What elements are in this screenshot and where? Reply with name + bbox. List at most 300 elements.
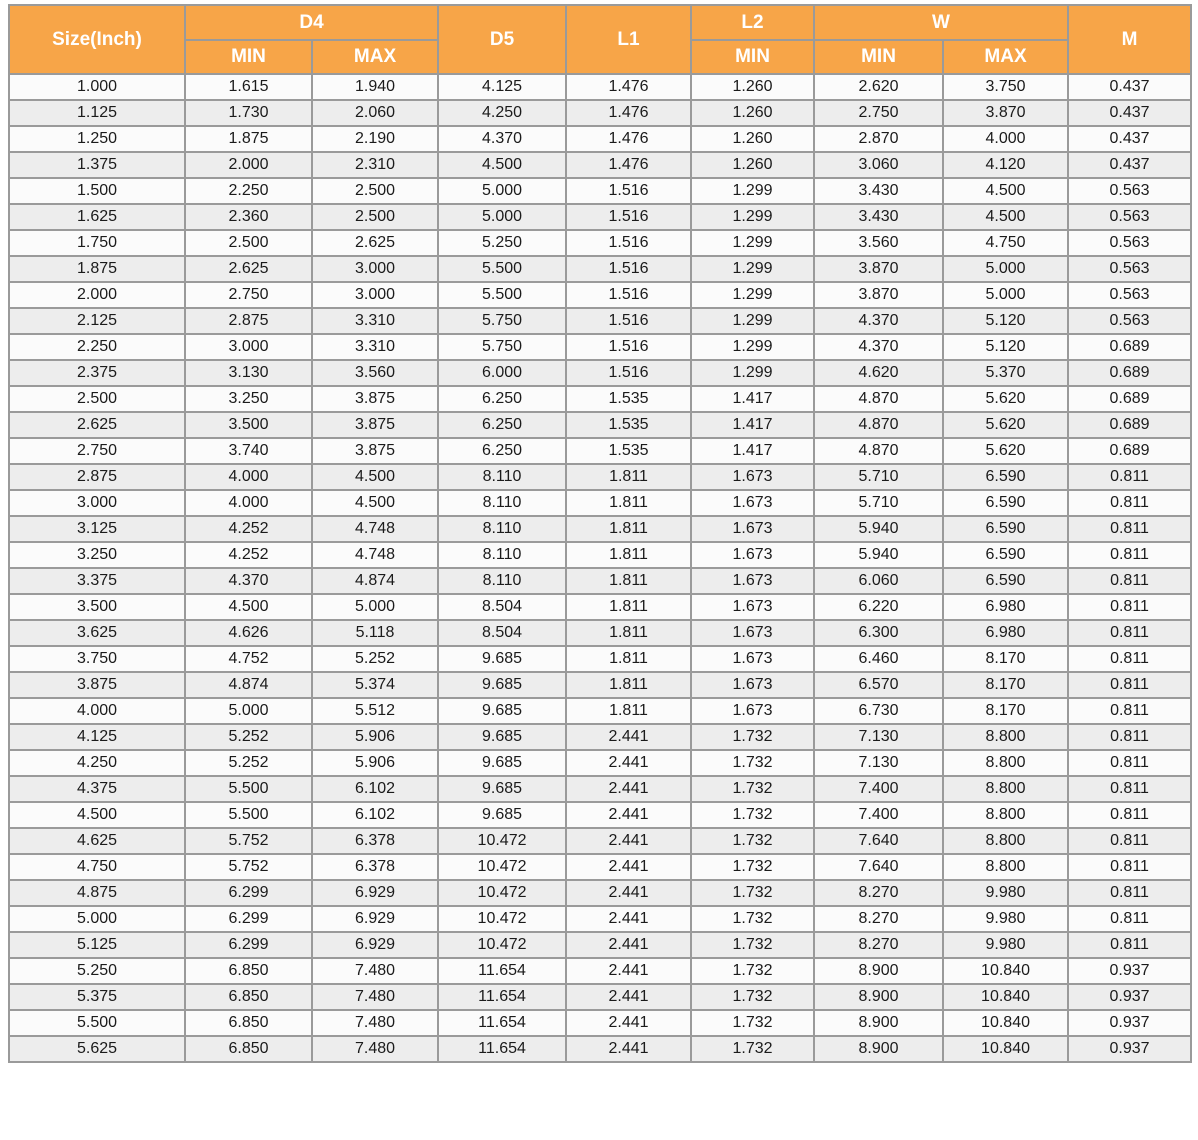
table-cell: 1.516 [566,282,691,308]
table-cell: 9.980 [943,932,1068,958]
table-row [9,984,1191,1010]
table-cell: 0.811 [1068,646,1191,672]
table-cell: 1.535 [566,412,691,438]
table-cell: 8.110 [438,490,566,516]
table-cell: 4.370 [814,308,943,334]
table-cell: 2.441 [566,750,691,776]
table-row [9,152,1191,178]
table-cell: 10.472 [438,854,566,880]
table-cell: 2.441 [566,1036,691,1062]
table-cell: 5.500 [9,1010,185,1036]
table-cell: 8.270 [814,906,943,932]
table-cell: 4.620 [814,360,943,386]
table-cell: 5.906 [312,724,438,750]
table-cell: 1.673 [691,698,814,724]
table-cell: 1.516 [566,204,691,230]
table-cell: 8.270 [814,932,943,958]
table-cell: 7.640 [814,828,943,854]
table-cell: 3.125 [9,516,185,542]
table-cell: 1.260 [691,126,814,152]
table-cell: 0.811 [1068,568,1191,594]
table-cell: 11.654 [438,1010,566,1036]
table-cell: 0.689 [1068,412,1191,438]
table-cell: 0.437 [1068,74,1191,100]
table-cell: 2.500 [312,204,438,230]
table-cell: 1.673 [691,646,814,672]
table-cell: 1.535 [566,438,691,464]
table-cell: 1.673 [691,490,814,516]
table-cell: 0.563 [1068,204,1191,230]
table-cell: 0.689 [1068,386,1191,412]
table-cell: 10.472 [438,906,566,932]
table-cell: 5.252 [185,724,312,750]
table-cell: 1.476 [566,100,691,126]
table-cell: 0.563 [1068,178,1191,204]
table-cell: 0.811 [1068,880,1191,906]
table-cell: 0.689 [1068,360,1191,386]
table-cell: 3.375 [9,568,185,594]
table-cell: 0.563 [1068,230,1191,256]
table-cell: 10.472 [438,880,566,906]
table-cell: 4.500 [312,490,438,516]
table-cell: 8.170 [943,646,1068,672]
table-cell: 9.980 [943,906,1068,932]
table-cell: 4.748 [312,542,438,568]
table-cell: 2.250 [9,334,185,360]
table-cell: 6.102 [312,776,438,802]
table-cell: 2.750 [9,438,185,464]
table-row [9,412,1191,438]
table-cell: 0.811 [1068,776,1191,802]
table-cell: 1.732 [691,1010,814,1036]
table-cell: 4.252 [185,516,312,542]
table-cell: 5.250 [438,230,566,256]
table-cell: 1.673 [691,464,814,490]
table-cell: 9.685 [438,750,566,776]
table-cell: 6.299 [185,906,312,932]
table-row [9,724,1191,750]
table-cell: 7.480 [312,1010,438,1036]
table-cell: 3.625 [9,620,185,646]
table-cell: 1.673 [691,594,814,620]
table-cell: 4.870 [814,438,943,464]
table-cell: 4.752 [185,646,312,672]
table-cell: 1.732 [691,880,814,906]
table-cell: 1.260 [691,100,814,126]
table-cell: 1.811 [566,516,691,542]
table-cell: 1.476 [566,152,691,178]
table-cell: 1.811 [566,620,691,646]
table-cell: 0.811 [1068,906,1191,932]
table-cell: 1.299 [691,230,814,256]
table-cell: 5.000 [438,178,566,204]
table-cell: 2.441 [566,958,691,984]
table-cell: 0.937 [1068,1036,1191,1062]
table-cell: 6.060 [814,568,943,594]
table-cell: 3.875 [312,386,438,412]
table-cell: 9.685 [438,698,566,724]
table-cell: 5.750 [438,308,566,334]
table-cell: 5.940 [814,516,943,542]
table-cell: 0.811 [1068,802,1191,828]
table-cell: 8.110 [438,542,566,568]
table-cell: 3.000 [312,282,438,308]
table-cell: 5.125 [9,932,185,958]
table-row [9,256,1191,282]
table-cell: 8.900 [814,1036,943,1062]
table-cell: 5.620 [943,412,1068,438]
table-cell: 1.417 [691,438,814,464]
table-cell: 0.811 [1068,724,1191,750]
table-row [9,620,1191,646]
table-cell: 1.732 [691,984,814,1010]
table-cell: 2.500 [185,230,312,256]
table-cell: 6.299 [185,880,312,906]
table-cell: 5.500 [185,802,312,828]
col-header-size: Size(Inch) [9,5,185,74]
table-cell: 6.299 [185,932,312,958]
table-row [9,672,1191,698]
table-cell: 4.748 [312,516,438,542]
table-cell: 6.980 [943,620,1068,646]
table-cell: 3.250 [185,386,312,412]
table-cell: 1.299 [691,334,814,360]
table-cell: 5.500 [438,282,566,308]
table-cell: 1.417 [691,412,814,438]
table-cell: 0.689 [1068,438,1191,464]
table-cell: 1.750 [9,230,185,256]
table-cell: 6.850 [185,1010,312,1036]
table-cell: 0.811 [1068,854,1191,880]
table-cell: 6.300 [814,620,943,646]
table-cell: 1.732 [691,802,814,828]
table-cell: 6.850 [185,1036,312,1062]
table-cell: 8.900 [814,958,943,984]
table-row [9,854,1191,880]
table-row [9,542,1191,568]
table-cell: 2.625 [9,412,185,438]
table-cell: 1.875 [9,256,185,282]
table-cell: 0.937 [1068,1010,1191,1036]
table-row [9,646,1191,672]
table-cell: 0.689 [1068,334,1191,360]
table-cell: 4.250 [438,100,566,126]
table-cell: 5.370 [943,360,1068,386]
col-subheader-w-min: MIN [814,40,943,74]
table-cell: 2.750 [814,100,943,126]
table-cell: 1.811 [566,464,691,490]
table-row [9,1036,1191,1062]
table-cell: 4.870 [814,412,943,438]
table-cell: 4.500 [185,594,312,620]
table-cell: 5.000 [438,204,566,230]
table-cell: 3.740 [185,438,312,464]
table-cell: 3.000 [185,334,312,360]
table-cell: 6.000 [438,360,566,386]
table-cell: 0.563 [1068,256,1191,282]
col-subheader-l2-min: MIN [691,40,814,74]
table-cell: 4.500 [9,802,185,828]
table-cell: 4.120 [943,152,1068,178]
table-cell: 0.937 [1068,958,1191,984]
table-row [9,386,1191,412]
table-cell: 5.500 [185,776,312,802]
table-cell: 9.685 [438,672,566,698]
table-row [9,1010,1191,1036]
table-cell: 2.620 [814,74,943,100]
table-cell: 7.400 [814,776,943,802]
table-cell: 6.590 [943,542,1068,568]
table-cell: 6.250 [438,438,566,464]
table-cell: 5.512 [312,698,438,724]
table-cell: 8.800 [943,802,1068,828]
table-cell: 2.441 [566,880,691,906]
table-cell: 4.000 [943,126,1068,152]
table-cell: 1.732 [691,854,814,880]
table-cell: 1.535 [566,386,691,412]
col-subheader-d4-max: MAX [312,40,438,74]
table-cell: 4.626 [185,620,312,646]
table-cell: 4.125 [9,724,185,750]
table-cell: 3.060 [814,152,943,178]
table-cell: 3.430 [814,204,943,230]
table-cell: 5.620 [943,386,1068,412]
table-cell: 8.800 [943,750,1068,776]
table-cell: 6.250 [438,412,566,438]
col-subheader-w-max: MAX [943,40,1068,74]
table-cell: 1.476 [566,74,691,100]
table-cell: 6.730 [814,698,943,724]
table-cell: 1.500 [9,178,185,204]
table-cell: 3.250 [9,542,185,568]
table-row [9,802,1191,828]
table-cell: 1.732 [691,932,814,958]
table-cell: 1.732 [691,724,814,750]
table-row [9,126,1191,152]
table-row [9,100,1191,126]
table-cell: 1.299 [691,360,814,386]
table-cell: 0.811 [1068,490,1191,516]
table-cell: 3.310 [312,334,438,360]
table-cell: 0.811 [1068,516,1191,542]
table-row [9,438,1191,464]
table-cell: 1.375 [9,152,185,178]
table-cell: 4.500 [312,464,438,490]
table-cell: 1.732 [691,1036,814,1062]
table-cell: 0.811 [1068,672,1191,698]
table-cell: 3.130 [185,360,312,386]
table-cell: 2.441 [566,1010,691,1036]
table-cell: 7.130 [814,724,943,750]
table-cell: 5.120 [943,334,1068,360]
table-cell: 3.310 [312,308,438,334]
table-cell: 1.625 [9,204,185,230]
table-row [9,568,1191,594]
table-cell: 2.125 [9,308,185,334]
table-cell: 5.710 [814,464,943,490]
table-cell: 1.299 [691,178,814,204]
table-cell: 5.118 [312,620,438,646]
table-cell: 3.870 [814,256,943,282]
table-cell: 4.875 [9,880,185,906]
table-cell: 2.500 [312,178,438,204]
table-cell: 10.840 [943,1010,1068,1036]
table-cell: 9.685 [438,646,566,672]
table-cell: 8.110 [438,464,566,490]
table-cell: 11.654 [438,958,566,984]
table-cell: 1.732 [691,750,814,776]
table-row [9,308,1191,334]
table-cell: 5.000 [312,594,438,620]
table-cell: 4.750 [9,854,185,880]
table-cell: 1.299 [691,204,814,230]
table-cell: 1.417 [691,386,814,412]
col-header-m: M [1068,5,1191,74]
table-cell: 2.360 [185,204,312,230]
table-cell: 2.060 [312,100,438,126]
table-cell: 8.800 [943,828,1068,854]
table-cell: 4.870 [814,386,943,412]
table-cell: 2.875 [9,464,185,490]
table-cell: 5.752 [185,854,312,880]
table-cell: 3.750 [943,74,1068,100]
table-cell: 6.929 [312,932,438,958]
table-cell: 2.441 [566,776,691,802]
table-row [9,490,1191,516]
table-cell: 2.441 [566,802,691,828]
table-cell: 2.500 [9,386,185,412]
table-cell: 2.441 [566,724,691,750]
table-cell: 1.299 [691,282,814,308]
table-cell: 4.500 [943,178,1068,204]
table-cell: 3.430 [814,178,943,204]
table-cell: 1.811 [566,542,691,568]
table-cell: 2.441 [566,932,691,958]
table-cell: 5.000 [943,256,1068,282]
table-cell: 0.811 [1068,698,1191,724]
table-cell: 0.811 [1068,620,1191,646]
table-cell: 8.504 [438,620,566,646]
table-cell: 0.811 [1068,464,1191,490]
col-header-l1: L1 [566,5,691,74]
table-cell: 5.375 [9,984,185,1010]
table-cell: 0.437 [1068,126,1191,152]
table-cell: 1.516 [566,308,691,334]
table-cell: 8.110 [438,568,566,594]
col-header-d4: D4 [185,5,438,40]
table-cell: 1.732 [691,776,814,802]
table-cell: 1.125 [9,100,185,126]
table-cell: 1.673 [691,516,814,542]
table-cell: 3.000 [312,256,438,282]
table-cell: 5.252 [312,646,438,672]
table-cell: 6.590 [943,464,1068,490]
table-cell: 0.437 [1068,100,1191,126]
table-cell: 3.875 [312,438,438,464]
table-cell: 4.874 [185,672,312,698]
table-cell: 6.378 [312,828,438,854]
table-cell: 8.900 [814,984,943,1010]
table-cell: 4.874 [312,568,438,594]
table-cell: 2.000 [185,152,312,178]
table-cell: 8.800 [943,776,1068,802]
table-cell: 5.710 [814,490,943,516]
table-row [9,178,1191,204]
table-cell: 1.673 [691,542,814,568]
table-cell: 3.870 [943,100,1068,126]
table-cell: 1.940 [312,74,438,100]
table-cell: 6.102 [312,802,438,828]
table-body [9,74,1191,1062]
col-header-d5: D5 [438,5,566,74]
table-cell: 6.460 [814,646,943,672]
table-row [9,360,1191,386]
table-cell: 1.732 [691,958,814,984]
table-cell: 2.190 [312,126,438,152]
table-cell: 1.516 [566,360,691,386]
table-cell: 3.560 [312,360,438,386]
table-cell: 1.516 [566,178,691,204]
table-cell: 0.811 [1068,932,1191,958]
table-cell: 4.500 [438,152,566,178]
table-cell: 0.811 [1068,594,1191,620]
table-cell: 4.375 [9,776,185,802]
table-cell: 5.752 [185,828,312,854]
table-cell: 8.800 [943,854,1068,880]
table-cell: 0.437 [1068,152,1191,178]
table-cell: 2.310 [312,152,438,178]
table-cell: 1.730 [185,100,312,126]
table-cell: 2.625 [312,230,438,256]
table-cell: 8.504 [438,594,566,620]
table-row [9,282,1191,308]
table-cell: 10.840 [943,958,1068,984]
table-cell: 1.732 [691,906,814,932]
table-cell: 10.840 [943,1036,1068,1062]
table-cell: 8.170 [943,672,1068,698]
table-cell: 6.929 [312,880,438,906]
table-cell: 8.900 [814,1010,943,1036]
table-cell: 4.250 [9,750,185,776]
table-row [9,828,1191,854]
table-row [9,74,1191,100]
table-header [9,5,1191,74]
table-cell: 1.260 [691,74,814,100]
table-cell: 1.299 [691,256,814,282]
table-cell: 0.563 [1068,282,1191,308]
table-cell: 7.400 [814,802,943,828]
table-cell: 6.929 [312,906,438,932]
dimension-spec-table [8,4,1192,1063]
table-cell: 8.270 [814,880,943,906]
table-cell: 7.480 [312,984,438,1010]
table-cell: 3.750 [9,646,185,672]
table-row [9,334,1191,360]
table-cell: 5.000 [9,906,185,932]
col-header-l2: L2 [691,5,814,40]
table-cell: 5.000 [943,282,1068,308]
table-row [9,958,1191,984]
table-cell: 9.980 [943,880,1068,906]
table-cell: 11.654 [438,984,566,1010]
table-cell: 1.516 [566,334,691,360]
table-cell: 3.500 [9,594,185,620]
table-cell: 1.811 [566,646,691,672]
table-cell: 4.252 [185,542,312,568]
table-cell: 4.125 [438,74,566,100]
table-cell: 6.220 [814,594,943,620]
table-cell: 4.625 [9,828,185,854]
